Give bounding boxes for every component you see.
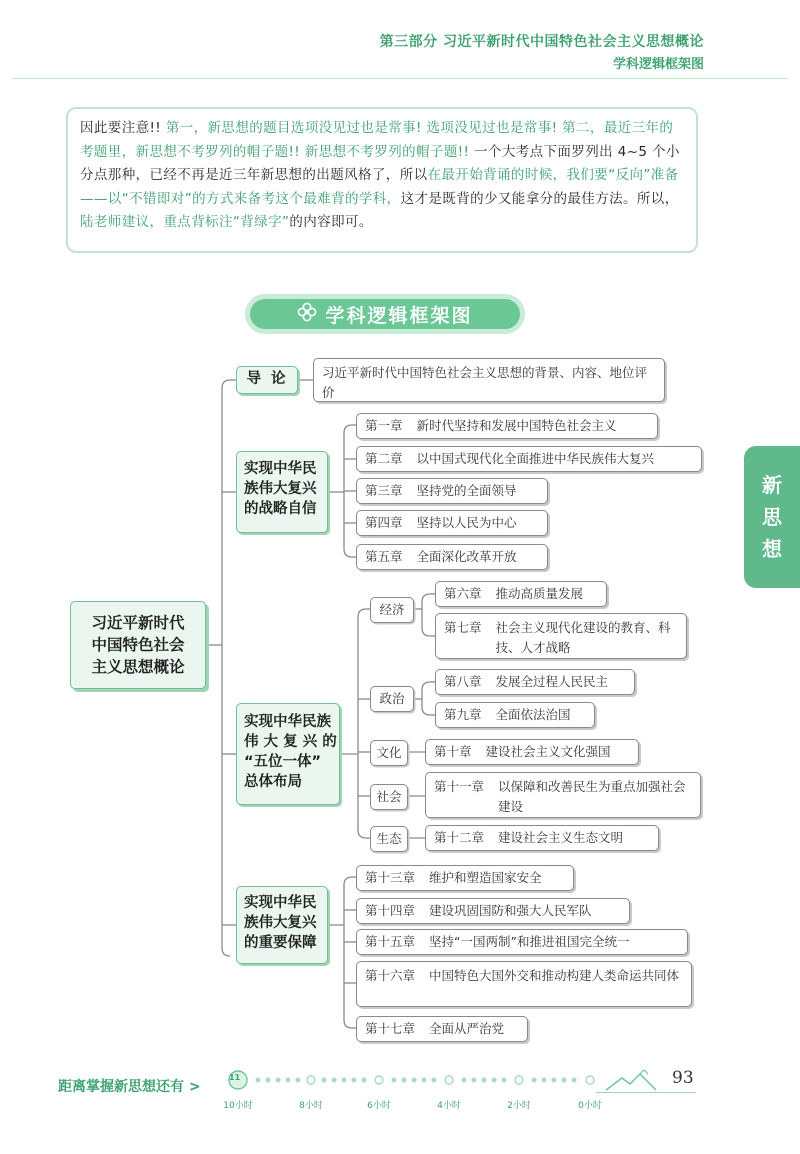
node-line: 的战略自信 — [244, 501, 317, 517]
chapter-6 — [435, 581, 607, 607]
category-culture: 文化 — [370, 740, 408, 766]
category-society: 社会 — [370, 784, 408, 810]
progress-timeline — [224, 1066, 604, 1096]
page-number: 93 — [672, 1068, 694, 1088]
side-tab-char: 想 — [762, 537, 782, 561]
chapter-title: 坚持党的全面领导 — [416, 483, 517, 498]
chapter-11 — [425, 772, 701, 818]
category-economy: 经济 — [370, 597, 414, 623]
chapter-num: 第七章 — [444, 620, 482, 635]
chapter-title: 坚持以人民为中心 — [416, 515, 517, 530]
chapter-num: 第九章 — [444, 707, 482, 722]
side-tab-char: 新 — [762, 473, 782, 497]
leaf-daolun: 习近平新时代中国特色社会主义思想的背景、内容、地位评价 — [313, 358, 665, 402]
node-line: 族伟大复兴 — [244, 915, 317, 931]
progress-badge: 11 — [229, 1073, 241, 1082]
side-tab-char: 思 — [762, 505, 782, 529]
chapter-num: 第十五章 — [365, 934, 416, 949]
chapter-1 — [356, 413, 658, 439]
note-text-4: 的内容即可。 — [289, 214, 373, 230]
chapter-num: 第十六章 — [365, 968, 416, 983]
banner-title: 学科逻辑框架图 — [325, 304, 473, 327]
chapter-num: 第五章 — [365, 549, 403, 564]
chapter-8 — [435, 669, 635, 695]
node-line: 总体布局 — [244, 774, 302, 790]
chapter-14 — [356, 898, 630, 924]
chapter-title: 维护和塑造国家安全 — [429, 870, 542, 885]
node-line: 实现中华民 — [244, 461, 317, 477]
chapter-num: 第三章 — [365, 483, 403, 498]
tick-label: 2小时 — [507, 1101, 531, 1111]
chapter-title: 新时代坚持和发展中国特色社会主义 — [416, 418, 617, 433]
chapter-title: 全面依法治国 — [495, 707, 571, 722]
chapter-16 — [356, 961, 692, 1007]
chapter-9 — [435, 702, 595, 728]
chapter-num: 第六章 — [444, 586, 482, 601]
category-ecology: 生态 — [370, 826, 408, 852]
node-important-guarantee — [236, 886, 328, 964]
chapter-num: 第十四章 — [365, 903, 416, 918]
category-politics: 政治 — [370, 686, 414, 712]
node-line: 伟 大 复 兴 的 — [244, 734, 337, 750]
chapter-num: 第十章 — [434, 744, 472, 759]
chapter-13 — [356, 865, 574, 891]
chapter-num: 第十二章 — [434, 830, 485, 845]
chapter-10 — [425, 739, 639, 765]
chapter-2 — [356, 446, 702, 472]
note-text-1: 因此要注意!! — [80, 120, 166, 136]
footer-divider — [596, 1092, 696, 1093]
note-text-3: 这才是既背的少又能拿分的最佳方法。所以， — [400, 190, 679, 207]
chapter-num: 第八章 — [444, 674, 482, 689]
node-five-in-one — [236, 703, 340, 805]
tick-label: 4小时 — [437, 1101, 461, 1111]
node-line: “五位一体” — [244, 754, 322, 770]
chapter-title: 建设社会主义生态文明 — [498, 830, 624, 845]
chapter-title: 全面从严治党 — [429, 1021, 505, 1036]
chapter-4 — [356, 510, 548, 536]
chapter-num: 第十三章 — [365, 870, 416, 885]
part-title: 第三部分 习近平新时代中国特色社会主义思想概论 — [379, 34, 704, 50]
chapter-12 — [425, 825, 659, 851]
tick-label: 10小时 — [223, 1101, 253, 1111]
chapter-title: 以保障和改善民生为重点加强社会建设 — [498, 779, 686, 814]
chapter-num: 第十一章 — [434, 779, 485, 794]
node-line: 的重要保障 — [244, 935, 317, 951]
node-line: 族伟大复兴 — [244, 481, 317, 497]
node-line: 实现中华民族 — [244, 714, 331, 730]
chapter-title: 建设社会主义文化强国 — [485, 744, 611, 759]
chapter-title: 中国特色大国外交和推动构建人类命运共同体 — [429, 968, 680, 983]
note-green-text-1: 第一，新思想的题目选项没见过也是常事! 选项没见过也是常事! 第二，最近三年的考题里，新思想不考罗列的帽子题!! 新思想不考罗列的帽子题!! — [80, 120, 674, 160]
chapter-17 — [356, 1016, 528, 1042]
note-green-text-3: 陆老师建议，重点背标注“背绿字” — [80, 214, 290, 230]
node-line: 实现中华民 — [244, 895, 317, 911]
note-text-2: 一个大考点下面罗列出 4~5 个小分点那种，已经不再是近三年新思想的出题风格了，所以 — [80, 143, 680, 183]
tick-label: 6小时 — [367, 1101, 391, 1111]
chapter-title: 以中国式现代化全面推进中华民族伟大复兴 — [416, 451, 655, 466]
root-line: 中国特色社会 — [91, 636, 185, 654]
note-green-text-2: 在最开始背诵的时候，我们要“反向”准备——以“不错即对”的方式来备考这个最难背的学科， — [80, 167, 679, 207]
chapter-num: 第十七章 — [365, 1021, 416, 1036]
root-line: 习近平新时代 — [91, 614, 185, 632]
chapter-num: 第四章 — [365, 515, 403, 530]
chapter-15 — [356, 929, 688, 955]
chapter-title: 全面深化改革开放 — [416, 549, 517, 564]
tick-label: 0小时 — [578, 1101, 602, 1111]
node-strategic-confidence — [236, 451, 328, 533]
chapter-title: 社会主义现代化建设的教育、科技、人才战略 — [495, 620, 671, 655]
progress-label: 距离掌握新思想还有 > — [58, 1079, 201, 1095]
section-title: 学科逻辑框架图 — [612, 57, 704, 72]
chapter-3 — [356, 478, 548, 504]
node-daolun: 导论 — [236, 366, 298, 394]
tick-label: 8小时 — [299, 1101, 323, 1111]
root-node — [70, 601, 206, 689]
chapter-title: 建设巩固国防和强大人民军队 — [429, 903, 592, 918]
chapter-title: 发展全过程人民民主 — [495, 674, 609, 689]
root-line: 主义思想概论 — [91, 658, 185, 676]
chapter-num: 第二章 — [365, 451, 403, 466]
chapter-title: 坚持“一国两制”和推进祖国完全统一 — [429, 934, 630, 949]
chapter-num: 第一章 — [365, 418, 403, 433]
chapter-title: 推动高质量发展 — [495, 586, 584, 601]
chapter-7 — [435, 613, 687, 659]
chapter-5 — [356, 544, 548, 570]
mountain-icon — [604, 1070, 664, 1094]
